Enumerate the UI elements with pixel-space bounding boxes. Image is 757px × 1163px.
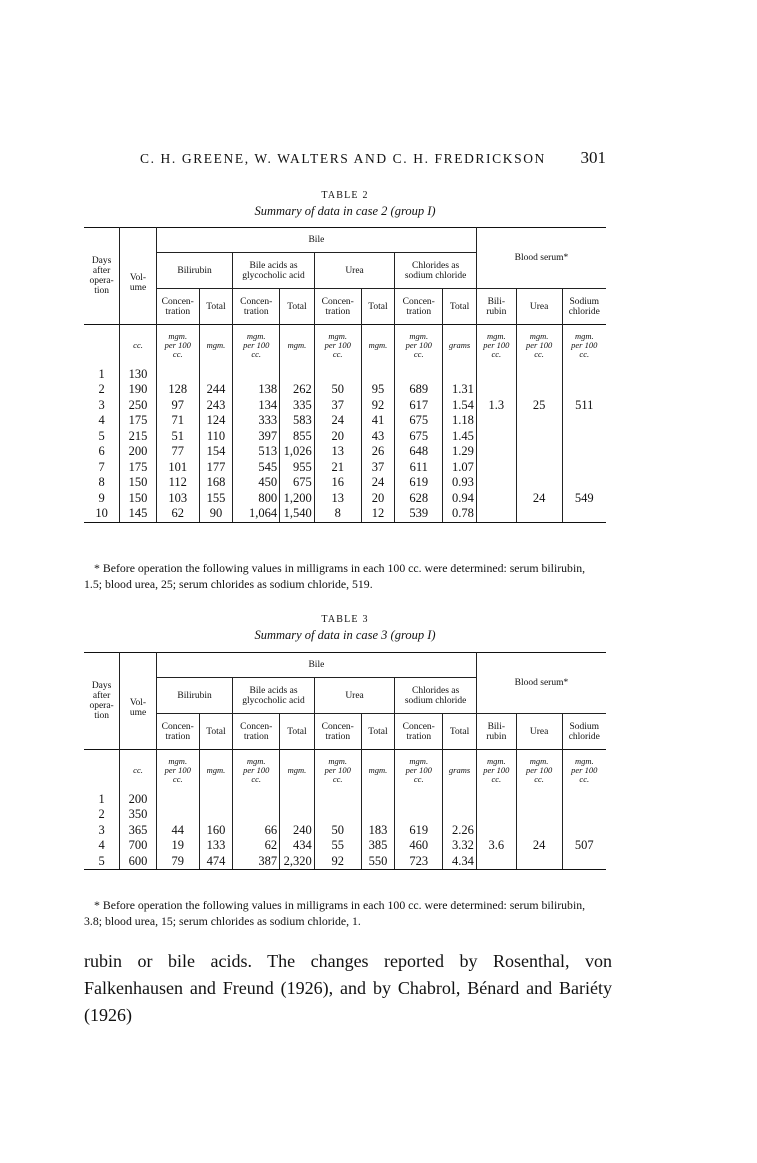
blood-serum-header: Blood serum* [476,653,606,714]
table-cell [476,444,516,460]
table-cell [199,367,233,383]
table-cell: 1,064 [233,506,280,522]
table-cell: 13 [314,491,361,507]
header-row-sub [84,714,606,750]
table-row [84,382,606,398]
table-cell [476,367,516,383]
table-cell: 8 [98,475,105,489]
table-cell: 244 [199,382,233,398]
table-cell [361,367,395,383]
unit-cell: grams [443,325,477,367]
table-cell: 24 [361,475,395,491]
table-cell [443,807,477,823]
unit-cell: mgm. per 100 cc. [516,325,562,367]
table-cell [516,807,562,823]
table-cell [516,444,562,460]
table-cell: 25 [516,398,562,414]
table-cell: 8 [314,506,361,522]
unit-cell: mgm. per 100 cc. [516,750,562,792]
serum-urea-header: Urea [516,289,562,325]
table-cell: 1.54 [443,398,477,414]
table-cell [516,429,562,445]
table-cell [199,807,233,823]
concentration-header: Concen- tration [233,714,280,750]
table-cell: 215 [120,429,157,445]
table-3-footnote-text: * Before operation the following values in milligrams in each 100 cc. were determined: serum bilirubin, 3.8; blood urea, 15; serum chlorides as sodium chloride, 1. [84,898,586,928]
table-cell: 619 [395,475,443,491]
table-cell [476,854,516,870]
table-cell: 387 [233,854,280,870]
table-cell: 333 [233,413,280,429]
serum-bilirubin-header: Bili- rubin [476,289,516,325]
header-row-top [84,653,606,678]
table-cell: 3 [98,822,105,837]
unit-cell: mgm. per 100 cc. [314,325,361,367]
table-3-caption [84,614,606,643]
table-cell: 145 [120,506,157,522]
table-cell [314,807,361,823]
table-cell: 190 [120,382,157,398]
table-cell: 77 [156,444,199,460]
total-header: Total [199,289,233,325]
chlorides-group-header: Chlorides as sodium chloride [395,253,477,289]
table-row [84,792,606,808]
table-cell: 648 [395,444,443,460]
unit-cell: mgm. per 100 cc. [395,325,443,367]
bilirubin-group-header: Bilirubin [156,678,232,714]
table-2-caption [84,190,606,219]
table-cell: 20 [314,429,361,445]
table-cell: 200 [120,792,157,808]
table-cell: 97 [156,398,199,414]
table-cell: 175 [120,460,157,476]
total-header: Total [280,289,315,325]
body-paragraph: rubin or bile acids. The changes reported by Rosenthal, von Falkenhausen and Freund (1926), and by Chabrol, Bénard and Bariéty (1926) [84,951,612,1025]
table-cell [516,413,562,429]
header-row-sub [84,289,606,325]
table-cell: 7 [98,459,105,474]
table-cell: 3.6 [476,838,516,854]
table-cell: 24 [314,413,361,429]
table-cell: 3 [98,397,105,412]
table-cell: 675 [395,413,443,429]
table-cell: 1,540 [280,506,315,522]
table-cell: 6 [98,444,105,458]
table-cell [562,444,606,460]
table-cell: 5 [98,428,105,443]
table-cell [562,460,606,476]
table-cell [476,807,516,823]
table-cell: 2 [98,807,105,821]
table-2-title: Summary of data in case 2 (group I) [254,204,436,218]
table-cell [516,475,562,491]
unit-cell: mgm. [199,325,233,367]
unit-cell: cc. [120,750,157,792]
table-cell: 250 [120,398,157,414]
table-cell [562,413,606,429]
table-cell: 243 [199,398,233,414]
table-cell [233,807,280,823]
table-cell [156,807,199,823]
table-row [84,491,606,507]
table-cell [476,460,516,476]
concentration-header: Concen- tration [156,289,199,325]
table-cell [476,823,516,839]
table-cell: 124 [199,413,233,429]
table-row [84,444,606,460]
unit-cell: mgm. per 100 cc. [156,325,199,367]
unit-cell: mgm. [361,750,395,792]
table-cell [476,506,516,522]
table-cell: 723 [395,854,443,870]
table-cell [516,367,562,383]
table-cell [476,491,516,507]
table-cell: 155 [199,491,233,507]
table-cell: 9 [98,490,105,505]
table-cell: 460 [395,838,443,854]
table-cell [233,792,280,808]
running-head [84,148,606,172]
table-cell [562,807,606,823]
table-cell [516,506,562,522]
unit-cell: mgm. per 100 cc. [314,750,361,792]
table-cell: 0.94 [443,491,477,507]
serum-sodium-header: Sodium chloride [568,721,600,742]
table-3-footnote [84,897,606,929]
table-cell: 675 [395,429,443,445]
table-2-footnote [84,560,606,592]
table-row [84,413,606,429]
table-cell: 154 [199,444,233,460]
table-cell [395,367,443,383]
table-cell: 1.3 [476,398,516,414]
table-cell: 50 [314,382,361,398]
chlorides-group-header: Chlorides as sodium chloride [395,678,477,714]
blood-serum-header: Blood serum* [476,228,606,289]
table-cell: 5 [84,854,120,870]
table-2-footnote-text: * Before operation the following values in milligrams in each 100 cc. were determined: serum bilirubin, 1.5; blood urea, 25; serum chlorides as sodium chloride, 519. [84,561,586,591]
table-cell [516,382,562,398]
table-cell: 262 [280,382,315,398]
table-cell: 350 [120,807,157,823]
unit-cell: mgm. per 100 cc. [562,325,606,367]
table-cell: 26 [361,444,395,460]
concentration-header: Concen- tration [314,714,361,750]
table-3 [84,652,606,870]
table-cell: 12 [361,506,395,522]
table-cell: 617 [395,398,443,414]
table-cell: 101 [156,460,199,476]
table-cell: 21 [314,460,361,476]
table-cell [395,792,443,808]
table-cell: 55 [314,838,361,854]
table-row [84,367,606,383]
table-cell [516,792,562,808]
days-header: Days after opera- tion [84,653,120,750]
unit-cell: grams [443,750,477,792]
table-cell: 16 [314,475,361,491]
table-cell [562,854,606,870]
table-cell: 511 [575,397,594,412]
table-cell: 103 [156,491,199,507]
page-number: 301 [580,148,606,167]
table-cell: 51 [156,429,199,445]
table-3-number: TABLE 3 [321,614,369,625]
table-cell [476,475,516,491]
table-cell: 177 [199,460,233,476]
serum-sodium-header: Sodium chloride [568,296,600,317]
table-cell: 1 [98,366,105,381]
table-cell [562,367,606,383]
table-cell: 450 [233,475,280,491]
table-cell: 1,026 [280,444,315,460]
table-cell: 2 [98,382,105,396]
bilirubin-group-header: Bilirubin [156,253,232,289]
table-cell: 955 [280,460,315,476]
total-header: Total [280,714,315,750]
table-cell: 128 [156,382,199,398]
table-cell [395,807,443,823]
table-cell [562,382,606,398]
table-cell: 365 [120,823,157,839]
table-cell: 1.29 [443,444,477,460]
table-2-number: TABLE 2 [321,190,369,201]
volume-header: Vol- ume [120,653,157,750]
table-cell: 92 [314,854,361,870]
days-header: Days after opera- tion [84,228,120,325]
table-cell: 600 [120,854,157,870]
table-row [84,823,606,839]
unit-cell: mgm. per 100 cc. [476,750,516,792]
table-cell: 1.07 [443,460,477,476]
table-cell: 474 [199,854,233,870]
table-cell: 66 [233,823,280,839]
unit-cell: mgm. per 100 cc. [233,750,280,792]
table-cell: 4 [98,413,105,427]
table-cell: 4 [98,838,105,852]
table-cell [562,475,606,491]
bile-header: Bile [156,653,476,678]
table-cell: 133 [199,838,233,854]
unit-cell: mgm. per 100 cc. [395,750,443,792]
unit-cell [84,750,120,792]
table-cell [476,792,516,808]
table-cell: 90 [199,506,233,522]
table-cell: 112 [156,475,199,491]
table-cell: 138 [233,382,280,398]
unit-cell: mgm. [280,325,315,367]
table-cell: 200 [120,444,157,460]
unit-cell: mgm. [361,325,395,367]
table-cell: 0.78 [443,506,477,522]
unit-cell: mgm. [280,750,315,792]
total-header: Total [199,714,233,750]
table-cell [314,792,361,808]
table-cell: 19 [156,838,199,854]
table-cell: 539 [395,506,443,522]
table-row [84,854,606,870]
table-cell: 110 [199,429,233,445]
table-cell [443,367,477,383]
table-cell: 175 [120,413,157,429]
table-cell [516,460,562,476]
table-cell [280,807,315,823]
table-cell: 335 [280,398,315,414]
table-cell: 150 [120,491,157,507]
table-cell: 71 [156,413,199,429]
table-cell: 62 [156,506,199,522]
table-cell: 24 [516,838,562,854]
table-cell [443,792,477,808]
table-cell [476,382,516,398]
urea-group-header: Urea [314,678,395,714]
table-cell: 95 [361,382,395,398]
table-2 [84,227,606,523]
concentration-header: Concen- tration [314,289,361,325]
table-cell: 1 [98,791,105,806]
table-cell: 240 [280,823,315,839]
table-cell: 160 [199,823,233,839]
bile-acids-group-header: Bile acids as glycocholic acid [233,678,315,714]
table-cell: 130 [120,367,157,383]
total-header: Total [361,714,395,750]
table-cell: 37 [314,398,361,414]
table-cell: 79 [156,854,199,870]
unit-cell [84,325,120,367]
table-cell [562,823,606,839]
table-cell: 513 [233,444,280,460]
table-cell [314,367,361,383]
table-cell: 2,320 [280,854,315,870]
unit-cell: cc. [120,325,157,367]
table-cell: 150 [120,475,157,491]
concentration-header: Concen- tration [395,289,443,325]
table-cell: 675 [280,475,315,491]
serum-bilirubin-header: Bili- rubin [476,714,516,750]
table-cell [562,792,606,808]
table-cell: 545 [233,460,280,476]
table-row [84,838,606,854]
table-cell [476,429,516,445]
table-cell [361,807,395,823]
table-row [84,506,606,522]
table-cell: 50 [314,823,361,839]
table-cell: 628 [395,491,443,507]
table-cell: 44 [156,823,199,839]
concentration-header: Concen- tration [156,714,199,750]
table-cell: 1.31 [443,382,477,398]
table-cell: 619 [395,823,443,839]
unit-cell: mgm. per 100 cc. [156,750,199,792]
serum-urea-header: Urea [516,714,562,750]
unit-cell: mgm. per 100 cc. [562,750,606,792]
table-cell: 434 [280,838,315,854]
table-cell: 1.18 [443,413,477,429]
table-cell [280,792,315,808]
table-cell [156,367,199,383]
bile-header: Bile [156,228,476,253]
table-cell: 92 [361,398,395,414]
table-row [84,460,606,476]
table-cell: 43 [361,429,395,445]
table-cell: 549 [574,490,594,505]
author-line: C. H. GREENE, W. WALTERS AND C. H. FREDRICKSON [140,151,546,166]
table-cell: 62 [233,838,280,854]
volume-header: Vol- ume [120,228,157,325]
table-row [84,429,606,445]
table-cell: 4.34 [443,854,477,870]
table-cell: 2.26 [443,823,477,839]
table-cell [516,823,562,839]
table-cell [361,792,395,808]
table-cell: 24 [516,491,562,507]
table-cell: 700 [120,838,157,854]
table-row [84,807,606,823]
table-cell [562,506,606,522]
table-cell: 855 [280,429,315,445]
table-cell: 507 [574,838,594,852]
table-cell [516,854,562,870]
table-row [84,398,606,414]
table-cell: 1,200 [280,491,315,507]
table-cell: 800 [233,491,280,507]
table-cell: 37 [361,460,395,476]
table-cell: 20 [361,491,395,507]
table-cell [156,792,199,808]
total-header: Total [443,714,477,750]
unit-cell: mgm. per 100 cc. [233,325,280,367]
total-header: Total [443,289,477,325]
table-cell: 397 [233,429,280,445]
unit-cell: mgm. per 100 cc. [476,325,516,367]
table-cell: 13 [314,444,361,460]
table-cell [280,367,315,383]
table-cell: 41 [361,413,395,429]
units-row [84,325,606,367]
table-cell: 10 [84,506,120,522]
table-cell [476,413,516,429]
table-cell: 611 [395,460,443,476]
table-cell: 3.32 [443,838,477,854]
table-cell: 583 [280,413,315,429]
concentration-header: Concen- tration [233,289,280,325]
table-cell: 183 [361,823,395,839]
bile-acids-group-header: Bile acids as glycocholic acid [233,253,315,289]
header-row-top [84,228,606,253]
urea-group-header: Urea [314,253,395,289]
concentration-header: Concen- tration [395,714,443,750]
table-cell: 550 [361,854,395,870]
table-cell: 689 [395,382,443,398]
table-cell [233,367,280,383]
table-3-title: Summary of data in case 3 (group I) [254,628,436,642]
table-cell: 1.45 [443,429,477,445]
table-cell [199,792,233,808]
table-cell: 0.93 [443,475,477,491]
total-header: Total [361,289,395,325]
table-cell: 385 [361,838,395,854]
unit-cell: mgm. [199,750,233,792]
table-cell [562,429,606,445]
table-row [84,475,606,491]
table-cell: 134 [233,398,280,414]
table-cell: 168 [199,475,233,491]
units-row [84,750,606,792]
